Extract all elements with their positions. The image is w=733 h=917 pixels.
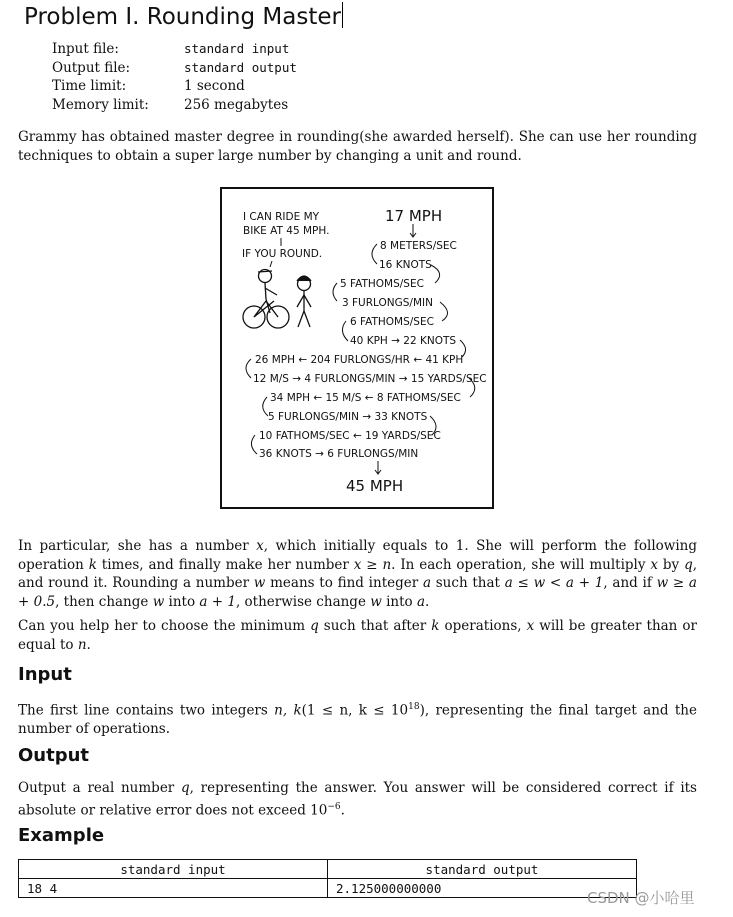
table-row	[19, 879, 637, 898]
chain-step: 3 FURLONGS/MIN	[342, 297, 433, 309]
chain-step: 8 METERS/SEC	[380, 240, 457, 252]
output-heading: Output	[18, 745, 90, 766]
output-paragraph: Output a real number q, representing the answer. You answer will be considered correct if its absolute or relative error does not exceed $10^{-6}$.	[18, 780, 697, 818]
limit-key: Input file:	[52, 41, 119, 57]
chain-start: 17 MPH	[385, 207, 443, 225]
limit-row	[52, 96, 297, 115]
watermark: CSDN @小哈里	[587, 889, 695, 907]
table-cell: 18 4	[19, 879, 328, 898]
chain-step: 40 KPH → 22 KNOTS	[350, 335, 457, 347]
limit-value: standard input	[184, 41, 290, 56]
speech-line: I CAN RIDE MY	[243, 211, 320, 223]
limit-row	[52, 77, 297, 96]
limit-key: Output file:	[52, 59, 131, 76]
speech-line: BIKE AT 45 MPH.	[243, 225, 330, 237]
standing-figure	[297, 276, 311, 327]
chain-step: 12 M/S → 4 FURLONGS/MIN → 15 YARDS/SEC	[253, 373, 487, 385]
limit-value: 256 megabytes	[184, 96, 289, 113]
input-heading: Input	[18, 664, 72, 685]
problem-title: Problem I. Rounding Master	[24, 4, 341, 30]
question-paragraph: Can you help her to choose the minimum q such that after k operations, x will be greater than or equal to n.	[18, 618, 697, 653]
chain-step: 5 FURLONGS/MIN → 33 KNOTS	[268, 411, 428, 423]
limits-table	[52, 40, 297, 114]
column-header: standard input	[19, 860, 328, 879]
limit-key: Memory limit:	[52, 96, 149, 113]
intro-paragraph: Grammy has obtained master degree in rounding(she awarded herself). She can use her rounding techniques to obtain a super large number by changing a unit and round.	[18, 129, 697, 164]
xkcd-comic	[220, 187, 494, 509]
example-heading: Example	[18, 825, 105, 846]
statement-paragraph: In particular, she has a number x, which initially equals to 1. She will perform the following operation k times, and finally make her number x ≥ n. In each operation, she will multiply x by q, and round it. Rounding a number w means to find integer a such that a ≤ w < a + 1, and if w ≥ a + 0.5, then change w into a + 1, otherwise change w into a.	[18, 538, 698, 610]
chain-step: 16 KNOTS	[379, 259, 432, 271]
chain-step: 6 FATHOMS/SEC	[350, 316, 434, 328]
cyclist-figure	[243, 270, 289, 329]
chain-step: 5 FATHOMS/SEC	[340, 278, 424, 290]
column-header: standard output	[328, 860, 637, 879]
input-paragraph: The first line contains two integers n, k(1 ≤ n, $k \le 10^{18}$), representing the final target and the number of operations.	[18, 702, 697, 737]
chain-end: 45 MPH	[346, 477, 404, 495]
speech-line: IF YOU ROUND.	[242, 248, 323, 260]
comic-drawing	[222, 189, 492, 507]
chain-step: 10 FATHOMS/SEC ← 19 YARDS/SEC	[259, 430, 441, 442]
chain-step: 26 MPH ← 204 FURLONGS/HR ← 41 KPH	[255, 354, 464, 366]
table-header-row	[19, 860, 637, 879]
example-table	[18, 859, 637, 898]
limit-value: 1 second	[184, 78, 245, 94]
limit-row	[52, 59, 297, 78]
text-cursor	[342, 2, 343, 28]
limit-row	[52, 40, 297, 59]
table-cell: 2.125000000000	[328, 879, 637, 898]
limit-key: Time limit:	[52, 78, 127, 94]
limit-value: standard output	[184, 59, 297, 75]
chain-step: 36 KNOTS → 6 FURLONGS/MIN	[259, 448, 419, 460]
chain-step: 34 MPH ← 15 M/S ← 8 FATHOMS/SEC	[270, 392, 461, 404]
